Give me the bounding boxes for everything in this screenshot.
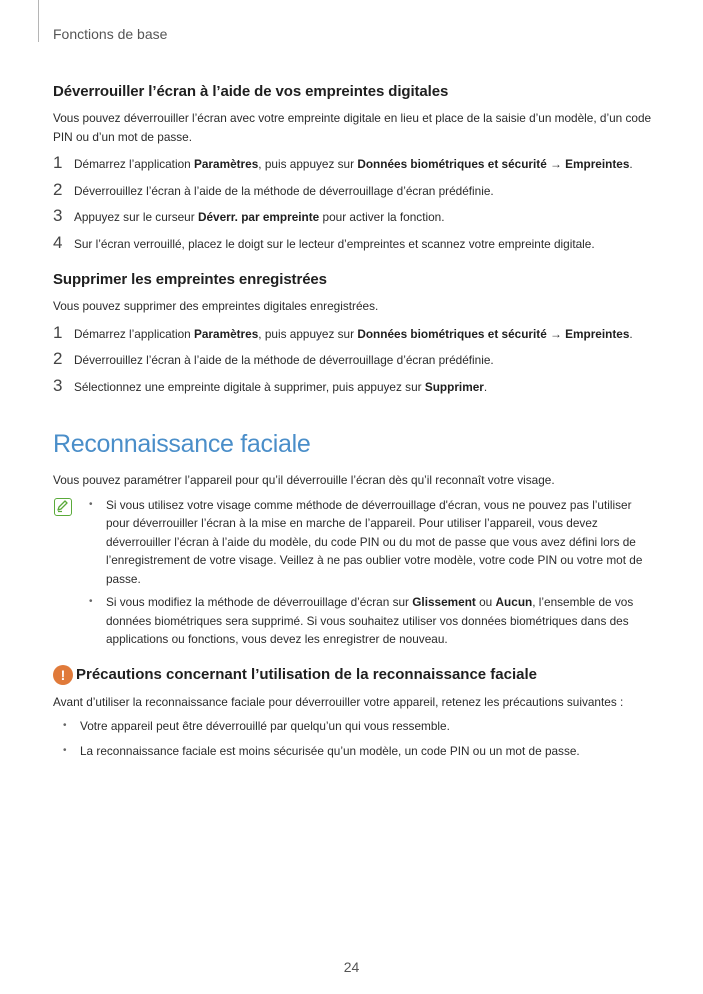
note-item: • Si vous utilisez votre visage comme méthode de déverrouillage d'écran, vous ne pouvez pas l’utiliser pour déverrouiller l’écran à la mise en marche de l’appareil. Pour utiliser l’appareil, vous devez déverrouiller l’écran à l’aide du modèle, du code PIN ou du mot de passe que vous avez défini lors de l’enregistrement de votre visage. Veillez à ne pas oublier votre modèle, votre code PIN ou votre mot de passe. [89,496,653,589]
step-text: Sélectionnez une empreinte digitale à supprimer, puis appuyez sur Supprimer. [74,379,488,394]
step-item [53,206,653,227]
step-item [53,376,653,397]
step-text: Démarrez l’application Paramètres, puis appuyez sur Données biométriques et sécurité → Empreintes. [74,326,633,341]
precautions-heading [53,665,653,685]
fingerprint-unlock-heading: Déverrouiller l’écran à l’aide de vos empreintes digitales [53,83,449,100]
fingerprint-unlock-intro: Vous pouvez déverrouiller l’écran avec votre empreinte digitale en lieu et place de la saisie d’un modèle, d’un code PIN ou d’un mot de passe. [53,111,652,144]
note-icon [54,498,72,516]
step-text: Appuyez sur le curseur Déverr. par empreinte pour activer la fonction. [74,210,445,224]
list-item: • La reconnaissance faciale est moins sécurisée qu’un modèle, un code PIN ou un mot de passe. [63,742,653,761]
step-number: 2 [53,349,63,368]
note-box [53,496,653,649]
delete-fingerprints-steps [53,323,653,397]
precautions-title: Précautions concernant l’utilisation de la reconnaissance faciale [76,666,537,683]
precautions-list [53,717,653,760]
face-recognition-intro: Vous pouvez paramétrer l’appareil pour qu’il déverrouille l’écran dès qu’il reconnaît votre visage. [53,473,555,487]
header-divider [38,0,39,42]
list-item: • Votre appareil peut être déverrouillé par quelqu’un qui vous ressemble. [63,717,653,736]
precautions-intro: Avant d’utiliser la reconnaissance faciale pour déverrouiller votre appareil, retenez les précautions suivantes : [53,694,624,709]
page-number: 24 [343,959,360,975]
step-item [53,233,653,254]
fingerprint-unlock-steps [53,153,653,253]
delete-fingerprints-heading: Supprimer les empreintes enregistrées [53,271,327,288]
step-number: 1 [53,153,63,172]
step-number: 3 [53,375,63,395]
note-item: • Si vous modifiez la méthode de déverrouillage d’écran sur Glissement ou Aucun, l’ensemble de vos données biométriques sera supprimé. Si vous souhaitez utiliser vos données biométriques dans des applications ou fonctions, vous devez les enregistrer de nouveau. [89,593,653,649]
face-recognition-title: Reconnaissance faciale [53,430,311,458]
delete-fingerprints-intro: Vous pouvez supprimer des empreintes digitales enregistrées. [53,299,379,313]
step-number: 2 [53,179,63,199]
step-number: 3 [53,206,63,225]
warning-icon: ! [53,665,73,685]
step-item [53,349,653,370]
note-list [53,496,653,649]
section-header: Fonctions de base [53,26,168,42]
step-item [53,180,653,201]
step-number: 1 [53,322,63,342]
step-number: 4 [53,232,63,252]
step-item [53,153,653,174]
page-content [53,83,653,766]
step-text: Déverrouillez l’écran à l’aide de la méthode de déverrouillage d’écran prédéfinie. [74,183,494,198]
step-text: Déverrouillez l’écran à l’aide de la méthode de déverrouillage d’écran prédéfinie. [74,353,494,367]
step-text: Démarrez l’application Paramètres, puis appuyez sur Données biométriques et sécurité → Empreintes. [74,157,633,171]
step-text: Sur l’écran verrouillé, placez le doigt sur le lecteur d’empreintes et scannez votre empreinte digitale. [74,236,595,251]
step-item [53,323,653,344]
